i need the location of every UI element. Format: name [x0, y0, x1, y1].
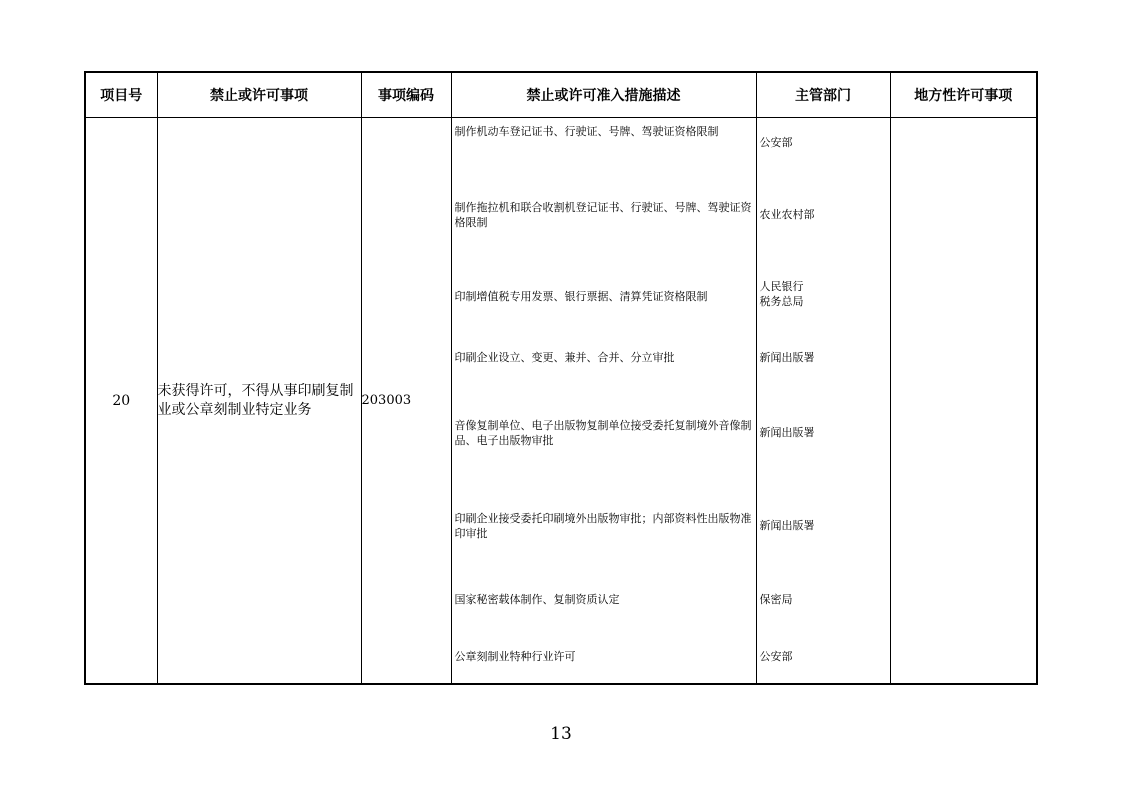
measure-description: 国家秘密载体制作、复制资质认定 [454, 593, 620, 606]
measure-description-cell [451, 118, 756, 685]
table-header-row [85, 72, 1037, 118]
item-number: 20 [85, 118, 157, 685]
measure-description: 制作拖拉机和联合收割机登记证书、行驶证、号牌、驾驶证资格限制 [454, 201, 752, 229]
department: 新闻出版署 [759, 519, 815, 532]
header-local-item: 地方性许可事项 [890, 72, 1037, 118]
department: 保密局 [759, 593, 793, 606]
header-measure-description: 禁止或许可准入措施描述 [451, 72, 756, 118]
header-item-number: 项目号 [85, 72, 157, 118]
table-row [85, 118, 1037, 685]
department-cell [756, 118, 890, 685]
item-code: 203003 [361, 118, 451, 685]
department: 新闻出版署 [759, 426, 815, 439]
measure-description: 公章刻制业特种行业许可 [454, 650, 576, 663]
header-code: 事项编码 [361, 72, 451, 118]
department: 新闻出版署 [759, 351, 815, 364]
department: 公安部 [759, 136, 793, 149]
header-department: 主管部门 [756, 72, 890, 118]
department: 公安部 [759, 650, 793, 663]
local-item [890, 118, 1037, 685]
header-item: 禁止或许可事项 [157, 72, 361, 118]
measure-description: 印制增值税专用发票、银行票据、清算凭证资格限制 [454, 290, 708, 303]
department: 农业农村部 [759, 208, 815, 221]
measure-description: 印刷企业接受委托印刷境外出版物审批；内部资料性出版物准印审批 [454, 512, 752, 540]
page-number: 13 [550, 724, 572, 744]
measure-description: 制作机动车登记证书、行驶证、号牌、驾驶证资格限制 [454, 125, 719, 138]
permit-table [84, 71, 1038, 685]
item-text: 未获得许可，不得从事印刷复制业或公章刻制业特定业务 [157, 118, 361, 685]
measure-description: 音像复制单位、电子出版物复制单位接受委托复制境外音像制品、电子出版物审批 [454, 419, 752, 447]
department: 人民银行 税务总局 [759, 280, 804, 308]
measure-description: 印刷企业设立、变更、兼并、合并、分立审批 [454, 351, 675, 364]
